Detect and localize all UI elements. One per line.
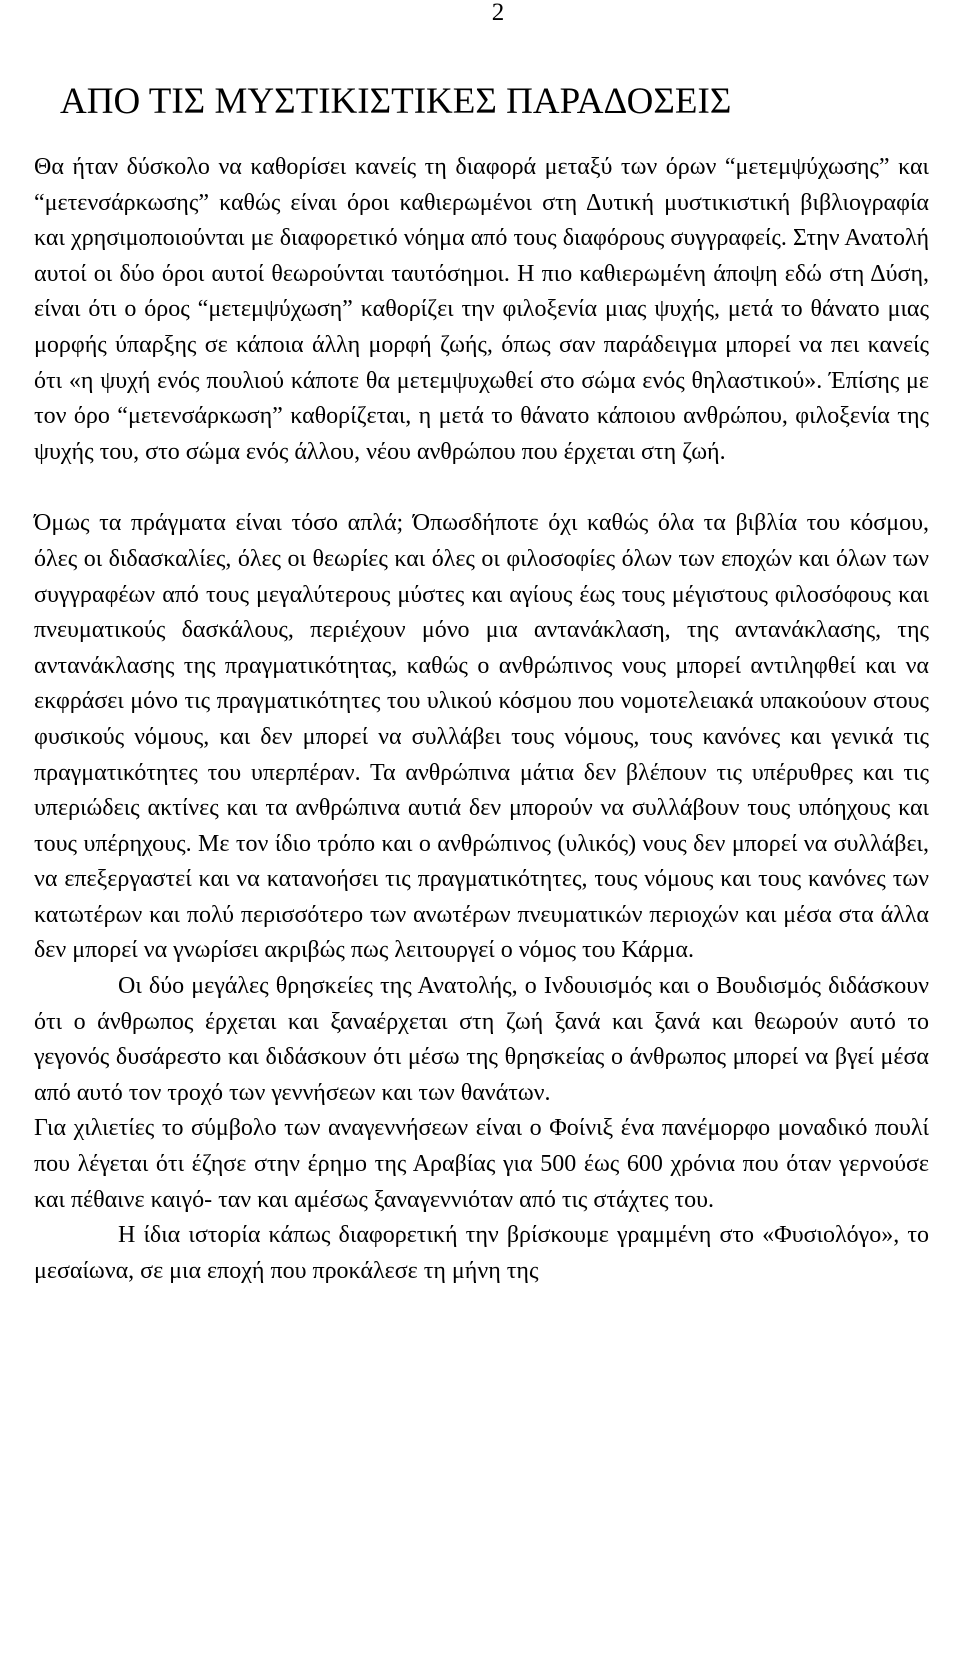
paragraph-3: Οι δύο μεγάλες θρησκείες της Ανατολής, ο Ινδουισμός και ο Βουδισμός διδάσκουν ότι ο άνθρωπος έρχεται και ξαναέρχεται στη ζωή ξανά και ξανά και θεωρούν αυτό το γεγονός δυσάρεστο και διδάσκουν ότι μέσω της θρησκείας ο άνθρωπος μπορεί να βγεί μέσα από αυτό τον τροχό των γεννήσεων και των θανάτων.: [34, 973, 929, 1106]
page-title: ΑΠΟ ΤΙΣ ΜΥΣΤΙΚΙΣΤΙΚΕΣ ΠΑΡΑΔΟΣΕΙΣ: [60, 81, 732, 122]
page-number: 2: [491, 0, 505, 26]
document-page: [34, 0, 929, 1678]
body-text: [34, 150, 929, 1289]
paragraph-4: Για χιλιετίες το σύμβολο των αναγεννήσεων είναι ο Φοίνιξ ένα πανέμορφο μοναδικό πουλί που λέγεται ότι έζησε στην έρημο της Αραβίας για 500 έως 600 χρόνια που όταν γερνούσε και πέθαινε καιγό- ταν και αμέσως ξαναγεννιόταν από τις στάχτες του.: [34, 1115, 929, 1213]
paragraph-2: Όμως τα πράγματα είναι τόσο απλά; Όπωσδήποτε όχι καθώς όλα τα βιβλία του κόσμου, όλες οι διδασκαλίες, όλες οι θεωρίες και όλες οι φιλοσοφίες όλων των εποχών και όλων των συγγραφέων από τους μεγαλύτερους μύστες και αγίους έως τους μέγιστους φιλοσόφους και πνευματικούς δασκάλους, περιέχουν μόνο μια αντανάκλαση, της αντανάκλασης, της αντανάκλασης της πραγματικότητας, καθώς ο ανθρώπινος νους μπορεί αντιληφθεί και να εκφράσει μόνο τις πραγματικότητες του υλικού κόσμου που νομοτελειακά υπακούουν στους φυσικούς νόμους, και δεν μπορεί να συλλάβει τους νόμους, τους κανόνες και γενικά τις πραγματικότητες του υπερπέραν. Τα ανθρώπινα μάτια δεν βλέπουν τις υπέρυθρες και τις υπεριώδεις ακτίνες και τα ανθρώπινα αυτιά δεν μπορούν να συλλάβουν τους υπόηχους και τους υπέρηχους. Με τον ίδιο τρόπο και ο ανθρώπινος (υλικός) νους δεν μπορεί να συλλάβει, να επεξεργαστεί και να κατανοήσει τις πραγματικότητες, τους νόμους και τους κανόνες των κατωτέρων και πολύ περισσότερο των ανωτέρων πνευματικών περιοχών και μέσα στα άλλα δεν μπορεί να γνωρίσει ακριβώς πως λειτουργεί ο νόμος του Κάρμα.: [34, 510, 929, 964]
paragraph-5: Η ίδια ιστορία κάπως διαφορετική την βρίσκουμε γραμμένη στο «Φυσιολόγο», το μεσαίωνα, σε μια εποχή που προκάλεσε τη μήνη της: [34, 1222, 929, 1284]
paragraph-1: Θα ήταν δύσκολο να καθορίσει κανείς τη διαφορά μεταξύ των όρων “μετεμψύχωσης” και “μετενσάρκωσης” καθώς είναι όροι καθιερωμένοι στη Δυτική μυστικιστική βιβλιογραφία και χρησιμοποιούνται με διαφορετικό νόημα από τους διαφόρους συγγραφείς. Στην Ανατολή αυτοί οι δύο όροι αυτοί θεωρούνται ταυτόσημοι. Η πιο καθιερωμένη άποψη εδώ στη Δύση, είναι ότι ο όρος “μετεμψύχωση” καθορίζει την φιλοξενία μιας ψυχής, μετά το θάνατο μιας μορφής ύπαρξης σε κάποια άλλη μορφή ζωής, όπως σαν παράδειγμα μπορεί να πει κανείς ότι «η ψυχή ενός πουλιού κάποτε θα μετεμψυχωθεί στο σώμα ενός θηλαστικού». Έπίσης με τον όρο “μετενσάρκωση” καθορίζεται, η μετά το θάνατο κάποιου ανθρώπου, φιλοξενία της ψυχής του, στο σώμα ενός άλλου, νέου ανθρώπου που έρχεται στη ζωή.: [34, 154, 929, 465]
